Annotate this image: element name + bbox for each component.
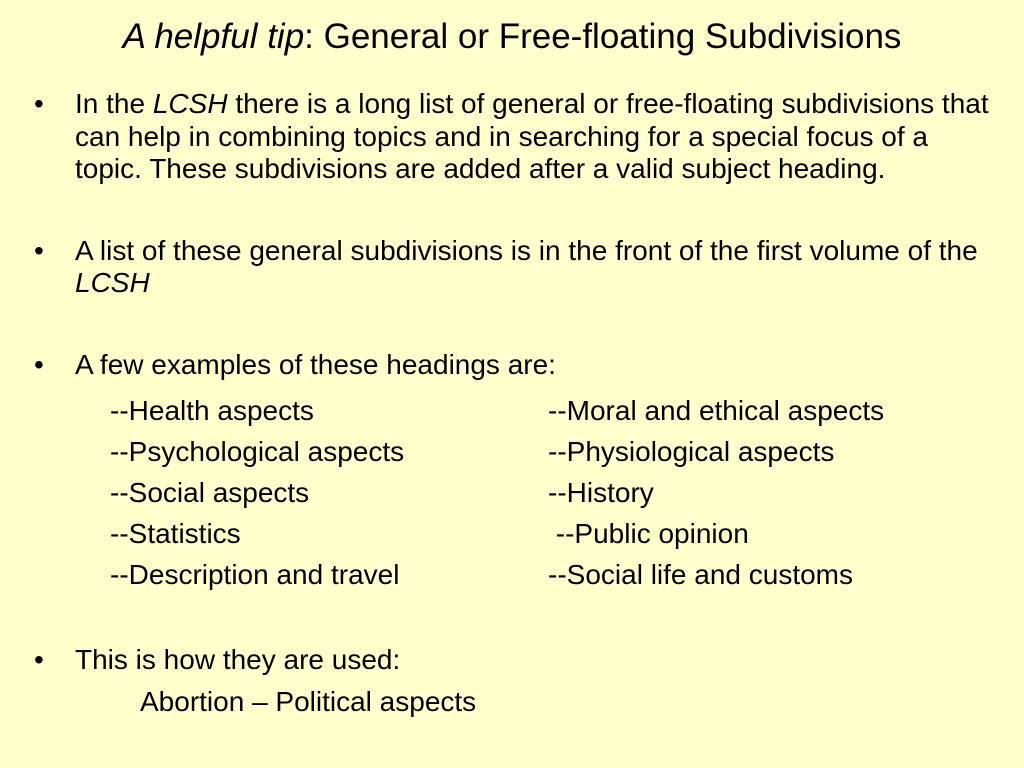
bullet-dot: • xyxy=(34,88,44,119)
example-left: --Statistics xyxy=(110,518,241,549)
bullet-dot: • xyxy=(34,234,44,266)
bullet-text: A list of these general subdivisions is in the front of the first volume of the xyxy=(75,234,978,266)
bullet-front-volume xyxy=(30,235,990,300)
example-left: --Social aspects xyxy=(110,477,310,508)
bullet-text: A few examples of these headings are: xyxy=(75,348,556,380)
example-right: --Physiological aspects xyxy=(548,436,835,467)
bullet-italic: LCSH xyxy=(75,267,150,298)
examples-table xyxy=(110,390,990,595)
usage-example: Abortion – Political aspects xyxy=(140,685,477,717)
example-row xyxy=(110,472,990,513)
bullet-italic: LCSH xyxy=(152,88,228,119)
bullet-lcsh-list xyxy=(30,88,990,186)
bullet-dot: • xyxy=(34,644,44,675)
bullet-text: there is a long list of general or free-floating subdivisions that can help in combining topics and in searching for a special focus of a topic. These subdivisions are added after a valid subject heading. xyxy=(75,88,989,184)
example-left: --Description and travel xyxy=(110,559,400,590)
example-right: --Public opinion xyxy=(548,518,749,549)
example-row xyxy=(110,554,990,595)
title-italic: A helpful tip xyxy=(122,17,305,56)
bullet-examples xyxy=(30,349,990,382)
example-row xyxy=(110,513,990,554)
example-right: --History xyxy=(548,477,654,508)
example-right: --Social life and customs xyxy=(548,559,854,590)
example-left: --Health aspects xyxy=(110,395,314,426)
example-row xyxy=(110,390,990,431)
example-right: --Moral and ethical aspects xyxy=(548,395,885,426)
bullet-dot: • xyxy=(34,348,44,380)
example-left: --Psychological aspects xyxy=(110,436,405,467)
title-rest: : General or Free-floating Subdivisions xyxy=(304,17,902,56)
bullet-usage xyxy=(30,644,990,677)
bullet-list xyxy=(30,88,990,718)
bullet-text: In the xyxy=(75,88,153,119)
slide-title xyxy=(0,16,1024,58)
bullet-text: This is how they are used: xyxy=(75,644,401,675)
example-row xyxy=(110,431,990,472)
